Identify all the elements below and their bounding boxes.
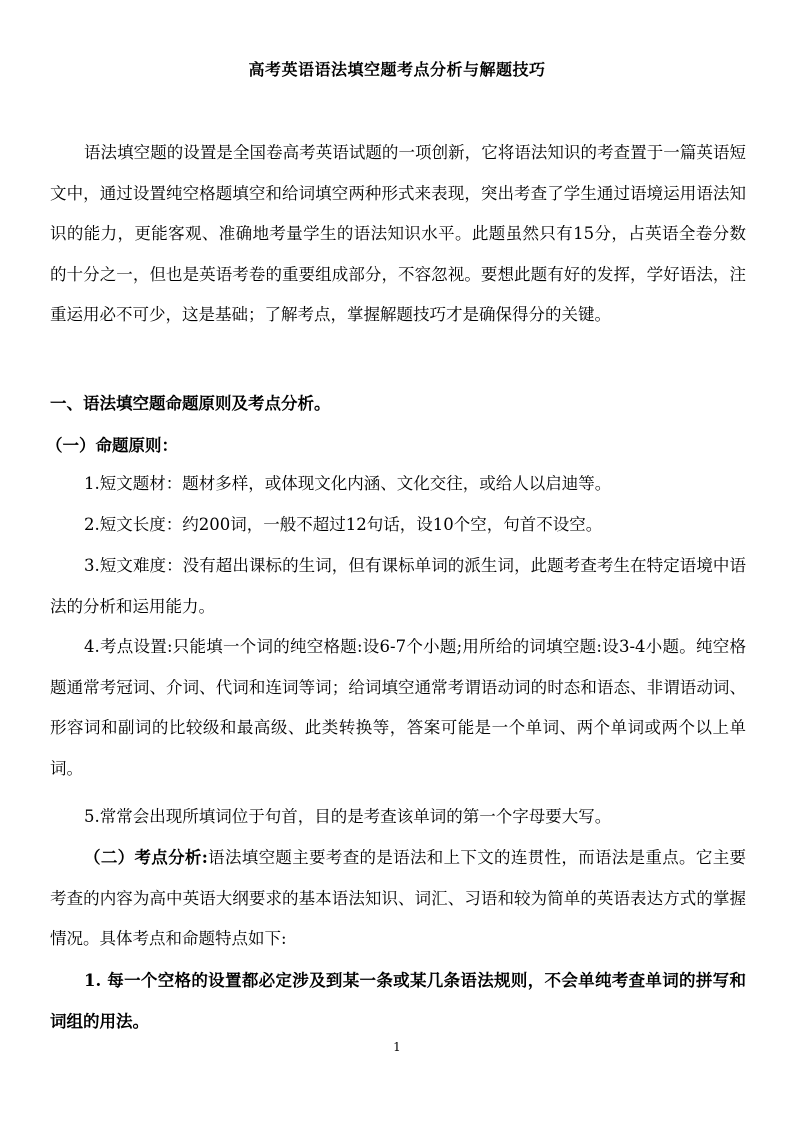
section-heading-1: 一、语法填空题命题原则及考点分析。 bbox=[50, 394, 331, 413]
principle-item-1: 1.短文题材：题材多样，或体现文化内涵、文化交往，或给人以启迪等。 bbox=[84, 474, 612, 493]
document-title: 高考英语语法填空题考点分析与解题技巧 bbox=[248, 60, 546, 79]
intro-paragraph: 语法填空题的设置是全国卷高考英语试题的一项创新，它将语法知识的考查置于一篇英语短文中，通过设置纯空格题填空和给词填空两种形式来表现，突出考查了学生通过语境运用语法知识的能力，更能客观、准确地考量学生的语法知识水平。此题虽然只有15分，占英语全卷分数的十分之一，但也是英语考卷的重要组成部分，不容忽视。要想此题有好的发挥，学好语法，注重运用必不可少，这是基础；了解考点，掌握解题技巧才是确保得分的关键。 bbox=[50, 143, 746, 324]
principle-item-5: 5.常常会出现所填词位于句首，目的是考查该单词的第一个字母要大写。 bbox=[84, 807, 612, 826]
principle-item-2: 2.短文长度：约200词，一般不超过12句话，设10个空，句首不设空。 bbox=[84, 515, 603, 534]
analysis-text: 语法填空题主要考查的是语法和上下文的连贯性，而语法是重点。它主要考查的内容为高中英语大纲要求的基本语法知识、词汇、习语和较为简单的英语表达方式的掌握情况。具体考点和命题特点如下: bbox=[50, 848, 747, 948]
page-number: 1 bbox=[393, 1040, 401, 1054]
analysis-paragraph bbox=[50, 838, 746, 960]
point-1: 1. 每一个空格的设置都必定涉及到某一条或某几条语法规则，不会单纯考查单词的拼写和词组的用法。 bbox=[50, 971, 746, 1031]
principle-item-3: 3.短文难度：没有超出课标的生词，但有课标单词的派生词，此题考查考生在特定语境中语法的分析和运用能力。 bbox=[50, 556, 746, 616]
subsection-heading-principles: （一）命题原则： bbox=[46, 436, 178, 455]
subsection-heading-analysis: （二）考点分析: bbox=[84, 848, 208, 867]
principle-item-4: 4.考点设置:只能填一个词的纯空格题:设6-7个小题;用所给的词填空题:设3-4小题。纯空格题通常考冠词、介词、代词和连词等词；给词填空通常考谓语动词的时态和语态、非谓语动词、形容词和副词的比较级和最高级、此类转换等，答案可能是一个单词、两个单词或两个以上单词。 bbox=[50, 637, 746, 778]
